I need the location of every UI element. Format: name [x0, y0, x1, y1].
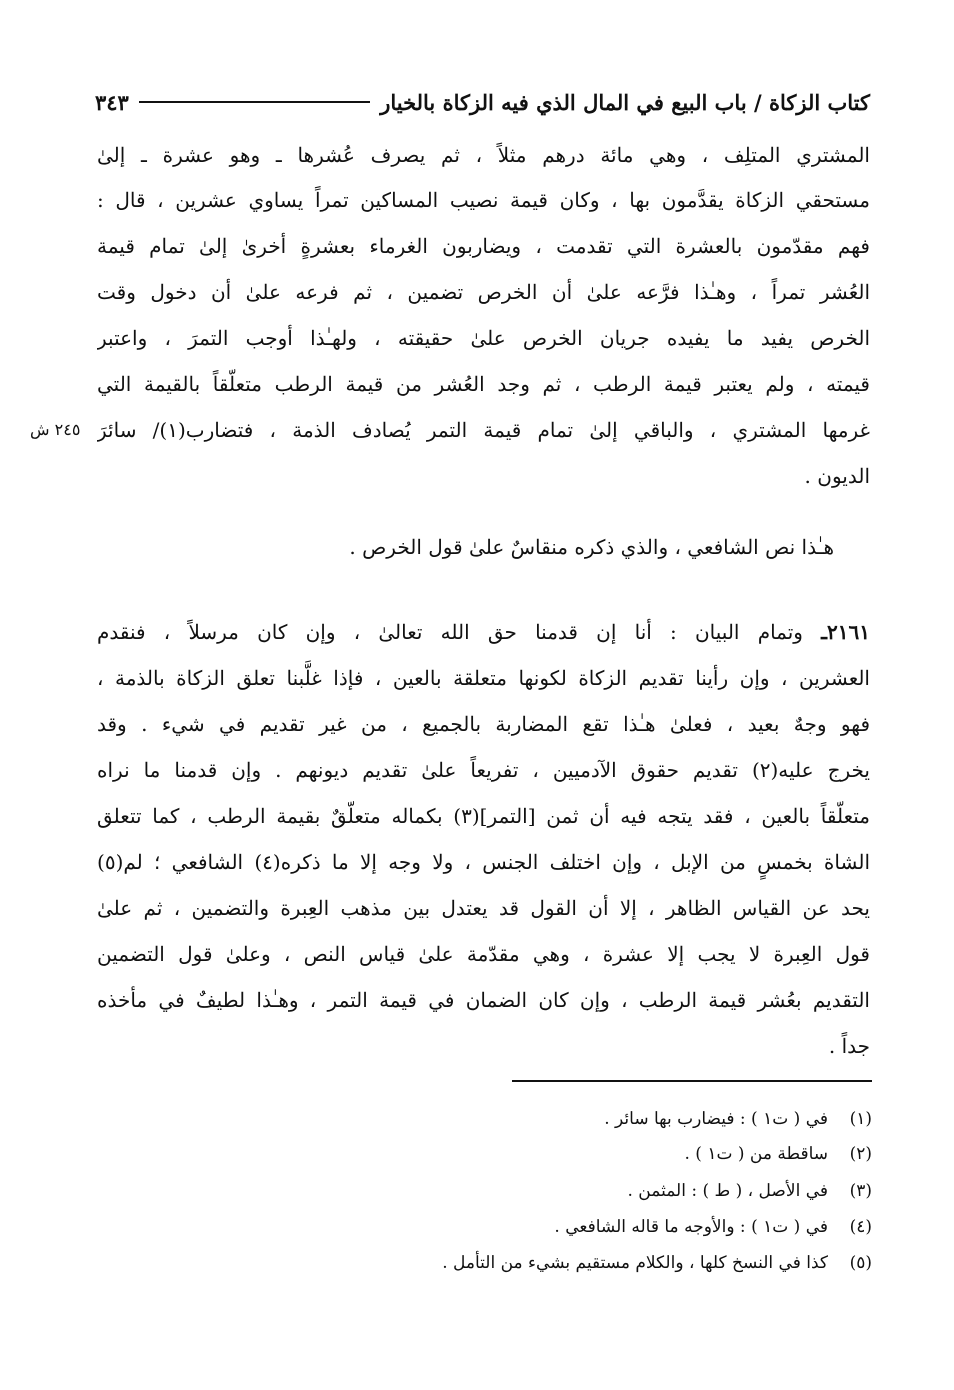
header-rule	[139, 101, 370, 103]
footnote-number: (١)	[849, 1109, 872, 1129]
text-line: يخرج عليه(٢) تقديم حقوق الآدميين ، تفريعاً علىٰ تقديم ديونهم . وإن قدمنا ما نراه	[97, 758, 870, 782]
paragraph-number: ٢١٦١ـ	[821, 620, 870, 644]
footnote-number: (٥)	[849, 1253, 872, 1273]
text-line: الديون .	[804, 464, 870, 488]
text-line: التقديم بعُشر قيمة الرطب ، وإن كان الضمان في قيمة التمر ، وهـٰذا لطيفٌ في مأخذه	[97, 988, 870, 1012]
text-line: المشتري المتلِف ، وهي مائة درهم مثلاً ، ثم يصرف عُشرها ـ وهو عشرة ـ إلىٰ	[97, 143, 870, 167]
quoted-line: هـٰذا نص الشافعي ، والذي ذكره منقاسٌ علىٰ قول الخرص .	[349, 535, 834, 559]
margin-reference: ٢٤٥ ش	[30, 420, 81, 439]
footnote-number: (٤)	[849, 1217, 872, 1237]
text-line: يحد عن القياس الظاهر ، إلا أن القول قد يعتدل بين مذهب العِبرة والتضمين ، ثم علىٰ	[97, 896, 870, 920]
footnote-text: في ( ت١ ) : والأوجه ما قاله الشافعي .	[554, 1217, 828, 1237]
text-line: قيمته ، ولم يعتبر قيمة الرطب ، ثم وجد العُشر من قيمة الرطب متعلّقاً بالقيمة التي	[97, 372, 870, 396]
footnote-separator	[512, 1080, 872, 1082]
text-line: جداً .	[828, 1034, 870, 1058]
text-line: العُشر تمراً ، وهـٰذا فرَّعه علىٰ أن الخرص تضمين ، ثم فرعه علىٰ أن دخول وقت	[97, 280, 870, 304]
text-line: غرمها المشتري ، والباقي إلىٰ تمام قيمة التمر يُصادف الذمة ، فتضارب(١)/ سائرَ	[97, 418, 870, 442]
text-line: الخرص يفيد ما يفيده جريان الخرص علىٰ حقيقته ، ولهـٰذا أوجب التمرَ ، واعتبر	[97, 326, 870, 350]
text-line: متعلّقاً بالعين ، فقد يتجه فيه أن ثمن [التمر](٣) بكماله متعلّقٌ بقيمة الرطب ، كما تتعلق	[97, 804, 870, 828]
footnote	[554, 1212, 872, 1242]
footnote-text: كذا في النسخ كلها ، والكلام مستقيم بشيء من التأمل .	[442, 1253, 828, 1273]
footnote	[442, 1248, 872, 1278]
text-line: مستحقي الزكاة يقدَّمون بها ، وكان قيمة نصيب المساكين تمراً يساوي عشرين ، قال :	[97, 188, 870, 212]
running-header	[95, 82, 870, 122]
footnote-number: (٢)	[849, 1144, 872, 1164]
text-line	[97, 612, 870, 652]
footnote-number: (٣)	[849, 1181, 872, 1201]
chapter-title: كتاب الزكاة / باب البيع في المال الذي فيه الزكاة بالخيار	[380, 89, 870, 115]
footnote	[604, 1104, 872, 1134]
text-line-content: وتمام البيان : أنا إن قدمنا حق الله تعالىٰ ، وإن كان مرسلاً ، فنقدم	[97, 620, 803, 644]
text-line: العشرين ، وإن رأينا تقديم الزكاة لكونها متعلقة بالعين ، فإذا غلَّبنا تعلق الزكاة بالذمة ،	[97, 666, 870, 690]
footnote-text: في ( ت١ ) : فيضارب بها سائر .	[604, 1109, 828, 1129]
page-number: ٣٤٣	[95, 89, 129, 115]
text-line: فهم مقدّمون بالعشرة التي تقدمت ، ويضاربون الغرماء بعشرةٍ أخرىٰ إلىٰ تمام قيمة	[97, 234, 870, 258]
text-line: فهو وجهٌ بعيد ، فعلىٰ هـٰذا تقع المضاربة بالجميع ، من غير تقديم في شيء . وقد	[97, 712, 870, 736]
text-line: الشاة بخمسٍ من الإبل ، وإن اختلف الجنس ، ولا وجه إلا ما ذكره(٤) الشافعي ؛ لم(٥)	[97, 850, 870, 874]
text-line: قول العِبرة لا يجب إلا عشرة ، وهي مقدّمة علىٰ قياس النص ، وعلىٰ قول التضمين	[97, 942, 870, 966]
footnote-text: ساقطة من ( ت١ ) .	[684, 1144, 828, 1164]
footnote	[628, 1176, 873, 1206]
footnote	[685, 1139, 873, 1169]
footnote-text: في الأصل ، ( ط ) : المثمن .	[627, 1181, 828, 1201]
